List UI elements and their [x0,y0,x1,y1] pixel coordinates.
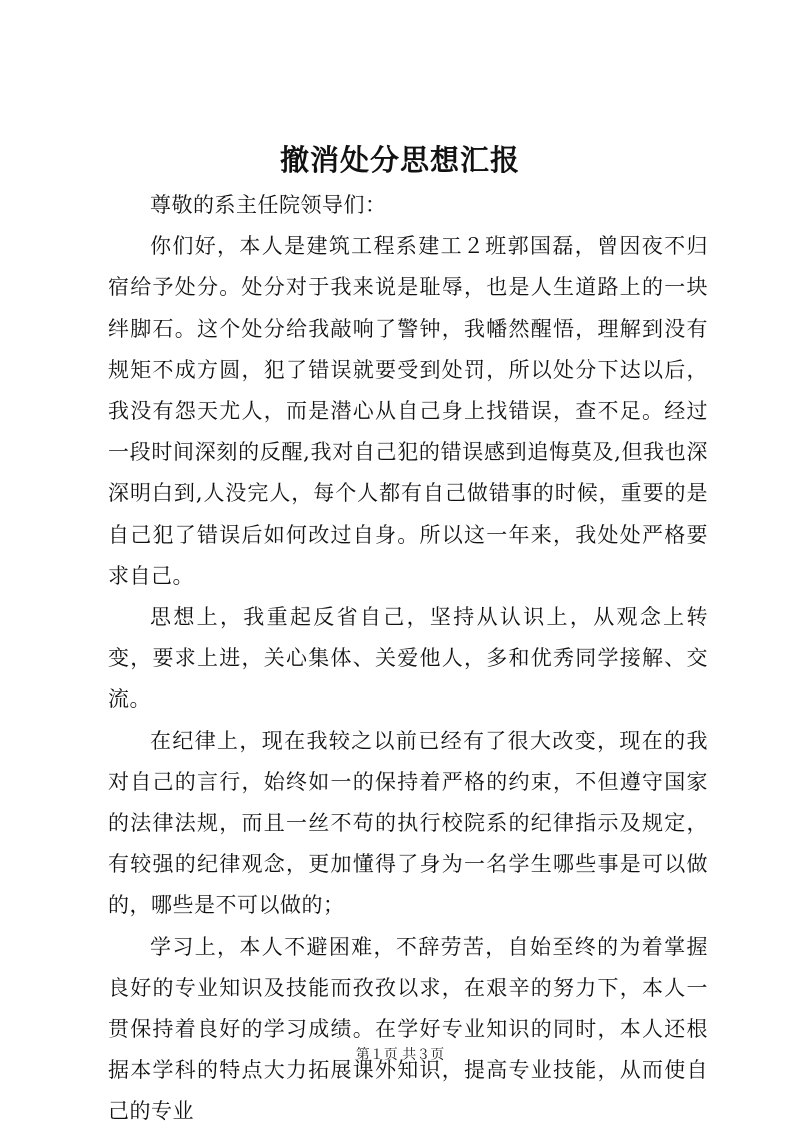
page-footer: 第１页 共３页 [355,1047,445,1063]
document-body [108,185,708,1133]
document-title: 撤消处分思想汇报 [279,143,520,177]
salutation: 尊敬的系主任院领导们： [150,193,387,217]
paragraph-thought: 思想上，我重起反省自己，坚持从认识上，从观念上转变，要求上进，关心集体、关爱他人，多和优秀同学接解、交流。 [108,605,708,712]
paragraph-study: 学习上，本人不避困难，不辞劳苦，自始至终的为着掌握良好的专业知识及技能而孜孜以求，在艰辛的努力下，本人一贯保持着良好的学习成绩。在学好专业知识的同时，本人还根据本学科的特点大力拓展课外知识，提高专业技能，从而使自己的专业 [108,934,708,1124]
paragraph-discipline: 在纪律上，现在我较之以前已经有了很大改变，现在的我对自己的言行，始终如一的保持着严格的约束，不但遵守国家的法律法规，而且一丝不苟的执行校院系的纪律指示及规定，有较强的纪律观念，更加懂得了身为一名学生哪些事是可以做的，哪些是不可以做的； [108,728,708,918]
paragraph-intro: 你们好，本人是建筑工程系建工２班郭国磊，曾因夜不归宿给予处分。处分对于我来说是耻辱，也是人生道路上的一块绊脚石。这个处分给我敲响了警钟，我幡然醒悟，理解到没有规矩不成方圆，犯了错误就要受到处罚，所以处分下达以后，我没有怨天尤人，而是潜心从自己身上找错误，查不足。经过一段时间深刻的反醒,我对自己犯的错误感到追悔莫及,但我也深深明白到,人没完人，每个人都有自己做错事的时候，重要的是自己犯了错误后如何改过自身。所以这一年来，我处处严格要求自己。 [108,234,708,588]
